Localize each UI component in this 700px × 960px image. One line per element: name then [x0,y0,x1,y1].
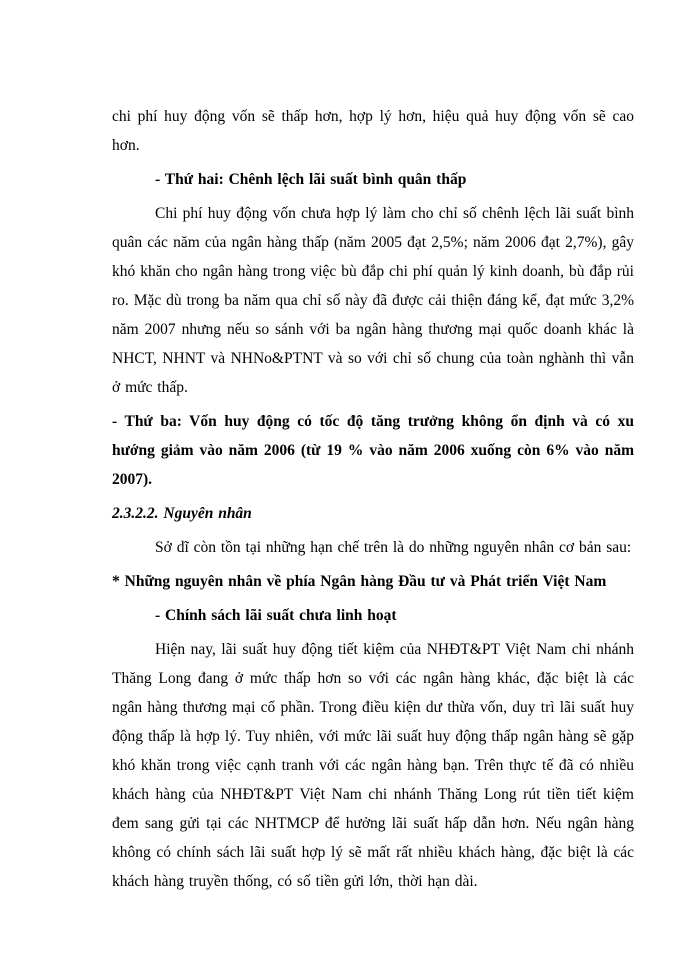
heading-thu-ba: - Thứ ba: Vốn huy động có tốc độ tăng trưởng không ổn định và có xu hướng giảm vào năm 2006 (từ 19 % vào năm 2006 xuống còn 6% vào năm 2007). [112,413,634,488]
paragraph-continuation: chi phí huy động vốn sẽ thấp hơn, hợp lý hơn, hiệu quả huy động vốn sẽ cao hơn. [112,108,634,154]
heading-chinh-sach-lai-suat: - Chính sách lãi suất chưa linh hoạt [155,607,397,624]
heading-nhung-nguyen-nhan: * Những nguyên nhân về phía Ngân hàng Đầu tư và Phát triển Việt Nam [112,573,607,590]
heading-thu-hai: - Thứ hai: Chênh lệch lãi suất bình quân thấp [155,171,467,188]
paragraph-hien-nay: Hiện nay, lãi suất huy động tiết kiệm của NHĐT&PT Việt Nam chi nhánh Thăng Long đang ở mức thấp hơn so với các ngân hàng khác, đặc biệt là các ngân hàng thương mại cổ phần. Trong điều kiện dư thừa vốn, duy trì lãi suất huy động thấp là hợp lý. Tuy nhiên, với mức lãi suất huy động thấp ngân hàng sẽ gặp khó khăn trong việc cạnh tranh với các ngân hàng bạn. Trên thực tế đã có nhiều khách hàng của NHĐT&PT Việt Nam chi nhánh Thăng Long rút tiền tiết kiệm đem sang gửi tại các NHTMCP để hưởng lãi suất hấp dẫn hơn. Nếu ngân hàng không có chính sách lãi suất hợp lý sẽ mất rất nhiều khách hàng, đặc biệt là các khách hàng truyền thống, có số tiền gửi lớn, thời hạn dài. [112,641,634,890]
heading-nguyen-nhan: 2.3.2.2. Nguyên nhân [112,505,252,522]
paragraph-so-di: Sở dĩ còn tồn tại những hạn chế trên là do những nguyên nhân cơ bản sau: [155,539,632,556]
paragraph-chi-phi-huy-dong: Chi phí huy động vốn chưa hợp lý làm cho chỉ số chênh lệch lãi suất bình quân các năm của ngân hàng thấp (năm 2005 đạt 2,5%; năm 2006 đạt 2,7%), gây khó khăn cho ngân hàng trong việc bù đắp chi phí quản lý kinh doanh, bù đắp rủi ro. Mặc dù trong ba năm qua chỉ số này đã được cải thiện đáng kể, đạt mức 3,2% năm 2007 nhưng nếu so sánh với ba ngân hàng thương mại quốc doanh khác là NHCT, NHNT và NHNo&PTNT và so với chỉ số chung của toàn nghành thì vẫn ở mức thấp. [112,205,634,396]
